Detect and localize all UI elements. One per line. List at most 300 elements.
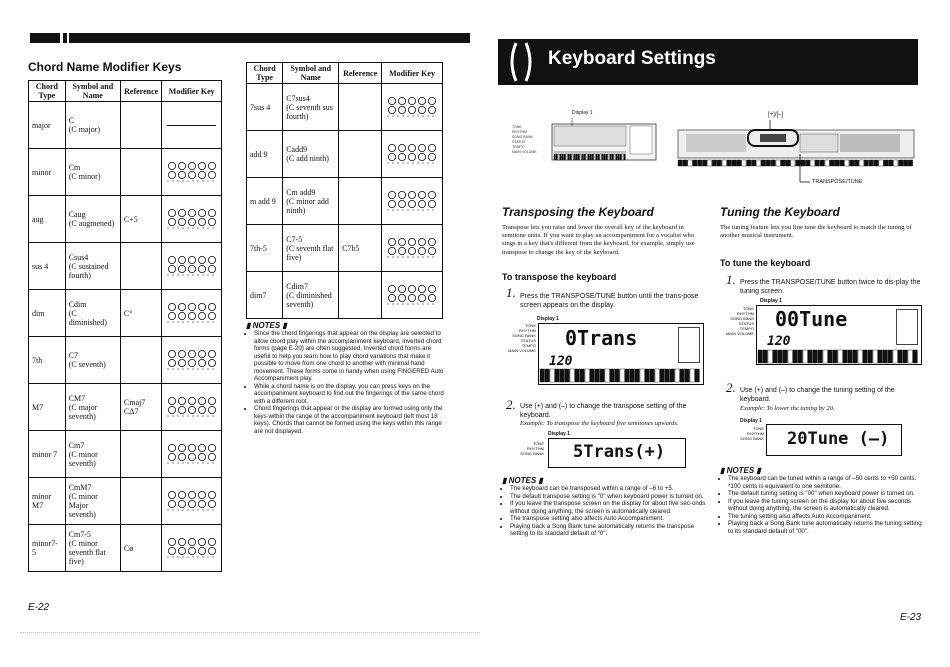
col-reference: Reference [120,81,162,102]
key-mark [828,350,832,363]
key-mark [893,350,897,363]
key-mark [913,350,917,363]
modifier-key [162,384,222,431]
key-mark [540,369,544,382]
reference [120,243,162,290]
display-1-label: Display 1 [740,418,762,424]
svg-text:STATUS: STATUS [512,140,526,144]
key-mark [640,369,644,382]
lcd-labels: TONE RHYTHM SONG BANK [520,441,544,456]
modifier-key [162,525,222,572]
key-mark [590,369,594,382]
key-mark [884,160,888,166]
transpose-notes [502,476,707,538]
chord-type: dim7 [247,272,283,319]
key-mark [815,160,819,166]
svg-text:TEMPO: TEMPO [512,145,525,149]
reference: Cmaj7 CΔ7 [120,384,162,431]
key-mark [555,369,559,382]
key-mark [888,350,892,363]
symbol-name: C7-5 (C seventh flat five) [283,225,339,272]
tune-example: Example: To lower the tuning by 20. [740,405,835,412]
modifier-key [162,431,222,478]
key-mark [805,160,809,166]
tuning-heading: Tuning the Keyboard [720,205,840,219]
key-mark [747,160,751,166]
col-modifier-key: Modifier Key [162,81,222,102]
modifier-key-icon [167,255,217,277]
key-mark [808,350,812,363]
table-row [29,431,222,478]
key-mark [838,350,842,363]
key-mark [843,350,847,363]
chord-type: m add 9 [247,178,283,225]
modifier-key-icon [387,143,437,165]
note-item: • If you leave the transpose screen on the display for about five sec-onds without doing anything, the screen is automatically cleared. [510,500,707,515]
transpose-step-2: Use (+) and (–) to change the transpose setting of the keyboard. [520,403,687,419]
key-mark [801,160,805,166]
key-mark [610,369,614,382]
note-item: • The tuning setting also affects Auto Accompaniment. [728,513,925,521]
key-mark [793,350,797,363]
key-mark [889,160,893,166]
modifier-key-icon [387,284,437,306]
key-mark [845,160,849,166]
chord-type: aug [29,196,66,243]
key-mark [594,154,595,160]
notes-heading: ▮ NOTES ▮ [720,466,761,475]
key-mark [612,154,613,160]
lcd-display-tune-2: 20Tune (–) [766,424,902,456]
key-mark [707,160,711,166]
key-mark [864,160,868,166]
key-mark [771,160,775,166]
transpose-subheading: To transpose the keyboard [502,272,617,282]
symbol-name: Cdim (C diminished) [65,290,120,337]
key-mark [592,154,593,160]
key-mark [622,154,623,160]
note-item: • The default tuning setting is "00" when keyboard power is turned on. [728,490,925,498]
chord-type: 7sus 4 [247,84,283,131]
chord-modifier-heading: Chord Name Modifier Keys [28,60,182,74]
key-mark [588,154,589,160]
key-mark [798,350,802,363]
modifier-key [162,337,222,384]
key-mark [756,160,760,166]
reference [120,337,162,384]
transpose-step-2-number: 2. [506,397,516,412]
key-mark [859,160,863,166]
modifier-key-icon [167,302,217,324]
key-mark [606,154,607,160]
symbol-name: Cm7 (C minor seventh) [65,431,120,478]
key-mark [604,154,605,160]
lcd-labels: TONE RHYTHM SONG BANK [740,426,764,441]
key-mark [554,154,555,160]
key-mark [600,154,601,160]
key-mark [683,160,687,166]
chord-type: dim [29,290,66,337]
key-mark [879,160,883,166]
note-item: • The default transpose setting is "0" when keyboard power is turned on. [510,493,707,501]
key-mark [732,160,736,166]
key-mark [776,160,780,166]
key-mark [566,154,567,160]
key-mark [858,350,862,363]
transpose-tune-label: TRANSPOSE/TUNE [812,179,863,185]
key-mark [823,350,827,363]
display-1-label: Display 1 [760,298,782,304]
symbol-name: CmM7 (C minor Major seventh) [65,478,120,525]
reference [339,178,382,225]
modifier-key [382,272,443,319]
table-row [29,290,222,337]
key-mark [610,154,611,160]
key-mark [655,369,659,382]
col-modifier-key: Modifier Key [382,63,443,84]
chord-type: minor M7 [29,478,66,525]
key-mark [854,160,858,166]
svg-text:SONG BANK: SONG BANK [512,135,533,139]
key-mark [768,350,772,363]
notes-heading: ▮ NOTES ▮ [246,321,287,330]
scan-noise [20,632,480,635]
key-mark [596,154,597,160]
note-item: • Since the chord fingerings that appear on the display are selected to allow chord play within the accompaniment keyboard, inverted chord forms (page E-20) are often suggested. Inverted chord forms are useful to help you learn how to play chord variations that make it possible to move from one chord to another with minimal hand movement. These forms come in handy when using FINGERED Auto Accompaniment play. [254,330,444,383]
key-mark [727,160,731,166]
chord-type: sus 4 [29,243,66,290]
tune-subheading: To tune the keyboard [720,258,811,268]
modifier-key [162,196,222,243]
symbol-name: C7sus4 (C seventh sus fourth) [283,84,339,131]
modifier-key-icon [387,190,437,212]
symbol-name: CM7 (C major seventh) [65,384,120,431]
col-symbol-name: Symbol and Name [283,63,339,84]
symbol-name: Cdim7 (C diminished seventh) [283,272,339,319]
note-item: • Playing back a Song Bank tune automatically returns the transpose setting to its standard default of "0". [510,523,707,538]
key-mark [690,369,694,382]
key-mark [645,369,649,382]
key-mark [848,350,852,363]
modifier-key [382,131,443,178]
key-mark [835,160,839,166]
tuning-intro: The tuning feature lets you fine tune the keyboard to match the tuning of another musical instrument. [720,224,912,240]
table-row [247,225,443,272]
modifier-key [382,178,443,225]
key-mark [788,350,792,363]
key-mark [810,160,814,166]
note-item: • Playing back a Song Bank tune automatically returns the tuning setting to its standard default of "00". [728,520,925,535]
key-mark [572,154,573,160]
table-row [29,149,222,196]
reference [120,149,162,196]
key-mark [850,160,854,166]
modifier-key-icon [167,537,217,559]
key-mark [624,154,625,160]
table-row [29,384,222,431]
key-mark [695,369,699,382]
modifier-key-icon [167,349,217,371]
key-mark [873,350,877,363]
reference [120,431,162,478]
key-mark [894,160,898,166]
key-mark [742,160,746,166]
key-mark [693,160,697,166]
key-mark [717,160,721,166]
tune-step-1: Press the TRANSPOSE/TUNE button twice to dis-play the tuning screen. [740,279,921,295]
key-mark [688,160,692,166]
lcd-labels: TONE RHYTHM SONG BANK STATUS TEMPO MAIN VOLUME [507,323,536,353]
table-row [29,478,222,525]
chord-type: add 9 [247,131,283,178]
modifier-key [162,102,222,149]
chord-type: 7th [29,337,66,384]
key-mark [614,154,615,160]
display-1-label: Display 1 [572,110,593,116]
reference: C+5 [120,196,162,243]
key-mark [570,369,574,382]
modifier-key-icon [387,96,437,118]
key-mark [712,160,716,166]
key-mark [833,350,837,363]
tune-step-1-number: 1. [726,272,736,287]
key-mark [773,350,777,363]
modifier-key-icon [167,161,217,183]
key-mark [899,160,903,166]
key-mark [660,369,664,382]
key-mark [825,160,829,166]
transposing-intro: Transpose lets you raise and lower the overall key of the keyboard in semitone units. If you want to play an accompaniment for a vocalist who sings in a key that's different from the keyboard, for example, simply use transpose to change the key of the keyboard. [502,224,695,256]
modifier-key-icon [167,443,217,465]
key-mark [752,160,756,166]
table-row [29,196,222,243]
table-row [247,178,443,225]
key-mark [903,160,907,166]
chord-type: 7th-5 [247,225,283,272]
key-mark [868,350,872,363]
symbol-name: Cadd9 (C add ninth) [283,131,339,178]
reference: C7b5 [339,225,382,272]
chord-type: M7 [29,384,66,431]
table-row [29,102,222,149]
plus-minus-label: [+]/[–] [768,112,784,118]
key-mark [820,160,824,166]
transpose-example: Example: To transpose the keyboard five semitones upwards. [520,420,679,427]
key-mark [584,154,585,160]
key-mark [853,350,857,363]
reference [339,131,382,178]
key-mark [908,160,912,166]
key-mark [903,350,907,363]
notes-heading: ▮ NOTES ▮ [502,476,543,485]
chord-type: minor 7 [29,431,66,478]
key-mark [869,160,873,166]
transpose-step-1: Press the TRANSPOSE/TUNE button until the trans-pose screen appears on the display. [520,293,699,309]
key-mark [786,160,790,166]
reference [120,478,162,525]
key-mark [863,350,867,363]
header-bar [30,33,470,43]
key-mark [630,369,634,382]
modifier-key [382,225,443,272]
modifier-key-icon [167,396,217,418]
reference: Cø [120,525,162,572]
key-mark [560,369,564,382]
lcd-labels: TONE RHYTHM SONG BANK STATUS TEMPO MAIN VOLUME [725,306,754,336]
key-mark [590,154,591,160]
key-mark [562,154,563,160]
table-row [29,243,222,290]
modifier-key [162,290,222,337]
key-mark [575,369,579,382]
key-mark [556,154,557,160]
key-mark [635,369,639,382]
note-item: • The keyboard can be transposed within a range of –6 to +5. [510,485,707,493]
note-item: • If you leave the tuning screen on the display for about five seconds without doing anything, the screen is automatically cleared. [728,498,925,513]
key-mark [600,369,604,382]
key-mark [878,350,882,363]
svg-text:RHYTHM: RHYTHM [512,130,527,134]
key-mark [898,350,902,363]
table-row [29,337,222,384]
table-row [247,272,443,319]
key-mark [620,154,621,160]
svg-text:TONE: TONE [512,125,522,129]
lcd-display-tune: 00Tune 120 [756,305,922,365]
keyboard-settings-title: Keyboard Settings [548,48,716,69]
key-mark [582,154,583,160]
note-item: • While a chord name is on the display, you can press keys on the accompaniment keyboard to find out the fingerings of the same chord with a different root. [254,383,444,406]
col-reference: Reference [339,63,382,84]
svg-text:MAIN VOLUME: MAIN VOLUME [512,150,537,154]
chord-table-2 [246,62,443,319]
key-mark [586,154,587,160]
modifier-key-icon [167,208,217,230]
key-mark [778,350,782,363]
chord-type: major [29,102,66,149]
key-mark [678,160,682,166]
page-number-right: E-23 [900,612,922,623]
key-mark [685,369,689,382]
symbol-name: Csus4 (C sustained fourth) [65,243,120,290]
modifier-key [162,243,222,290]
key-mark [670,369,674,382]
key-mark [908,350,912,363]
key-mark [761,160,765,166]
reference [339,272,382,319]
key-mark [615,369,619,382]
key-mark [558,154,559,160]
key-mark [595,369,599,382]
key-mark [578,154,579,160]
key-mark [758,350,762,363]
key-mark [565,369,569,382]
key-mark [564,154,565,160]
key-mark [830,160,834,166]
tune-step-2-number: 2. [726,380,736,395]
note-item: • The transpose setting also affects Auto Accompaniment. [510,515,707,523]
chord-type: minor7-5 [29,525,66,572]
symbol-name: C (C major) [65,102,120,149]
key-mark [665,369,669,382]
key-mark [608,154,609,160]
lcd-display-transpose: 0Trans 120 [538,323,704,385]
table-row [29,525,222,572]
page-number-left: E-22 [28,602,50,613]
key-mark [781,160,785,166]
modifier-key-icon [167,490,217,512]
tune-notes [720,466,925,535]
reference [120,102,162,149]
key-mark [568,154,569,160]
col-chord-type: Chord Type [247,63,283,84]
key-mark [722,160,726,166]
reference: C° [120,290,162,337]
tune-step-2: Use (+) and (–) to change the tuning setting of the keyboard. [740,387,895,403]
display-1-label: Display 1 [537,316,559,322]
chord-table-1 [28,80,222,572]
key-mark [766,160,770,166]
col-chord-type: Chord Type [29,81,66,102]
key-mark [602,154,603,160]
key-mark [650,369,654,382]
key-mark [840,160,844,166]
notes-left [246,321,444,435]
key-mark [550,369,554,382]
key-mark [618,154,619,160]
symbol-name: C7 (C seventh) [65,337,120,384]
key-mark [605,369,609,382]
symbol-name: Cm7-5 (C minor seventh flat five) [65,525,120,572]
key-mark [620,369,624,382]
key-mark [560,154,561,160]
reference [339,84,382,131]
banner-bracket-icon [504,39,544,85]
table-row [247,84,443,131]
modifier-key [382,84,443,131]
col-symbol-name: Symbol and Name [65,81,120,102]
key-mark [803,350,807,363]
key-mark [783,350,787,363]
symbol-name: Caug (C augmened) [65,196,120,243]
key-mark [576,154,577,160]
lcd-display-transpose-2: 5Trans(+) [548,438,686,468]
display-1-label: Display 1 [548,431,570,437]
transposing-heading: Transposing the Keyboard [502,205,654,219]
key-mark [574,154,575,160]
key-mark [580,369,584,382]
symbol-name: Cm add9 (C minor add ninth) [283,178,339,225]
key-mark [545,369,549,382]
key-mark [813,350,817,363]
key-mark [818,350,822,363]
key-mark [570,154,571,160]
key-mark [874,160,878,166]
modifier-key [162,149,222,196]
modifier-key [162,478,222,525]
key-mark [796,160,800,166]
key-mark [616,154,617,160]
display-illustration [510,118,660,186]
note-item: • The keyboard can be tuned within a range of –50 cents to +50 cents. *100 cents is equivalent to one semitone. [728,475,925,490]
key-mark [698,160,702,166]
symbol-name: Cm (C minor) [65,149,120,196]
key-mark [680,369,684,382]
key-mark [675,369,679,382]
key-mark [703,160,707,166]
key-mark [791,160,795,166]
chord-type: minor [29,149,66,196]
